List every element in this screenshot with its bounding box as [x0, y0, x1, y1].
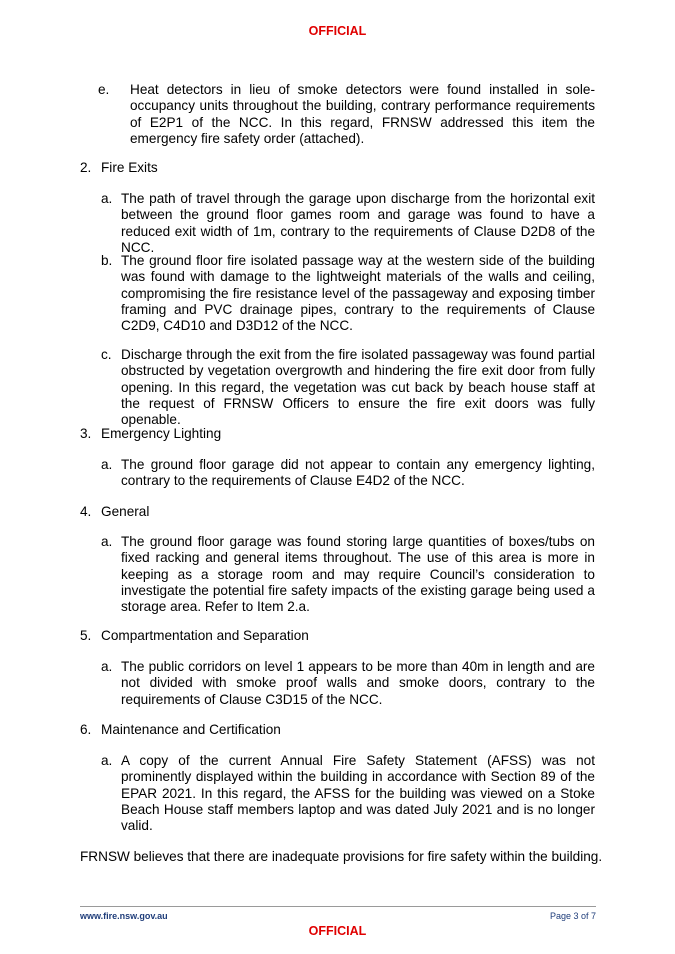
- section-2a-label: a.: [101, 191, 113, 206]
- section-3a-text: The ground floor garage did not appear to contain any emergency lighting, contrary to the requirements of Clause E4D2 of the NCC.: [121, 457, 595, 489]
- section-2c-text: Discharge through the exit from the fire isolated passageway was found partial obstructed by vegetation overgrowth and hindering the fire exit door from fully opening. In this regard, the vegetation was cut back by beach house staff at the request of FRNSW Officers to ensure the fire exit doors was fully openable.: [121, 347, 595, 428]
- footer-official-marking: OFFICIAL: [308, 924, 367, 938]
- item-e-text: Heat detectors in lieu of smoke detectors were found installed in sole-occupancy units throughout the building, contrary performance requirements of E2P1 of the NCC. In this regard, FRNSW addressed this item the emergency fire safety order (attached).: [130, 82, 595, 146]
- section-5-title: Compartmentation and Separation: [101, 628, 309, 643]
- closing-statement: FRNSW believes that there are inadequate provisions for fire safety within the building.: [80, 849, 603, 864]
- section-6a-label: a.: [101, 753, 113, 768]
- section-6a-text: A copy of the current Annual Fire Safety Statement (AFSS) was not prominently displayed within the building in accordance with Section 89 of the EPAR 2021. In this regard, the AFSS for the building was viewed on a Stoke Beach House staff members laptop and was dated July 2021 and is no longer valid.: [121, 753, 595, 834]
- section-6-number: 6.: [80, 722, 92, 737]
- section-6-title: Maintenance and Certification: [101, 722, 281, 737]
- section-2-title: Fire Exits: [101, 160, 158, 175]
- item-e-label: e.: [98, 82, 110, 97]
- footer-divider: [80, 906, 596, 907]
- section-2b-text: The ground floor fire isolated passage way at the western side of the building was found with damage to the lightweight materials of the walls and ceiling, compromising the fire resistance level of the passageway and exposing timber framing and PVC drainage pipes, contrary to the requirements of Clause C2D9, C4D10 and D3D12 of the NCC.: [121, 253, 595, 334]
- section-5a-text: The public corridors on level 1 appears to be more than 40m in length and are not divided with smoke proof walls and smoke doors, contrary to the requirements of Clause C3D15 of the NCC.: [121, 659, 595, 707]
- section-2c-label: c.: [101, 347, 112, 362]
- section-3a-label: a.: [101, 457, 113, 472]
- footer-page-number: Page 3 of 7: [549, 911, 596, 921]
- section-5a-label: a.: [101, 659, 113, 674]
- section-2b-label: b.: [101, 253, 113, 268]
- section-5-number: 5.: [80, 628, 92, 643]
- header-official-marking: OFFICIAL: [308, 24, 367, 38]
- section-4a-label: a.: [101, 534, 113, 549]
- section-3-title: Emergency Lighting: [101, 426, 222, 441]
- section-2-number: 2.: [80, 160, 92, 175]
- section-4-number: 4.: [80, 504, 92, 519]
- section-2a-text: The path of travel through the garage upon discharge from the horizontal exit between the ground floor games room and garage was found to have a reduced exit width of 1m, contrary to the requirements of Clause D2D8 of the NCC.: [121, 191, 595, 255]
- section-4a-text: The ground floor garage was found storing large quantities of boxes/tubs on fixed racking and general items throughout. The use of this area is more in keeping as a storage room and may require Council’s consideration to investigate the potential fire safety impacts of the existing garage being used a storage area. Refer to Item 2.a.: [121, 534, 595, 615]
- footer-website-link[interactable]: www.fire.nsw.gov.au: [80, 911, 168, 921]
- section-4-title: General: [101, 504, 150, 519]
- section-3-number: 3.: [80, 426, 92, 441]
